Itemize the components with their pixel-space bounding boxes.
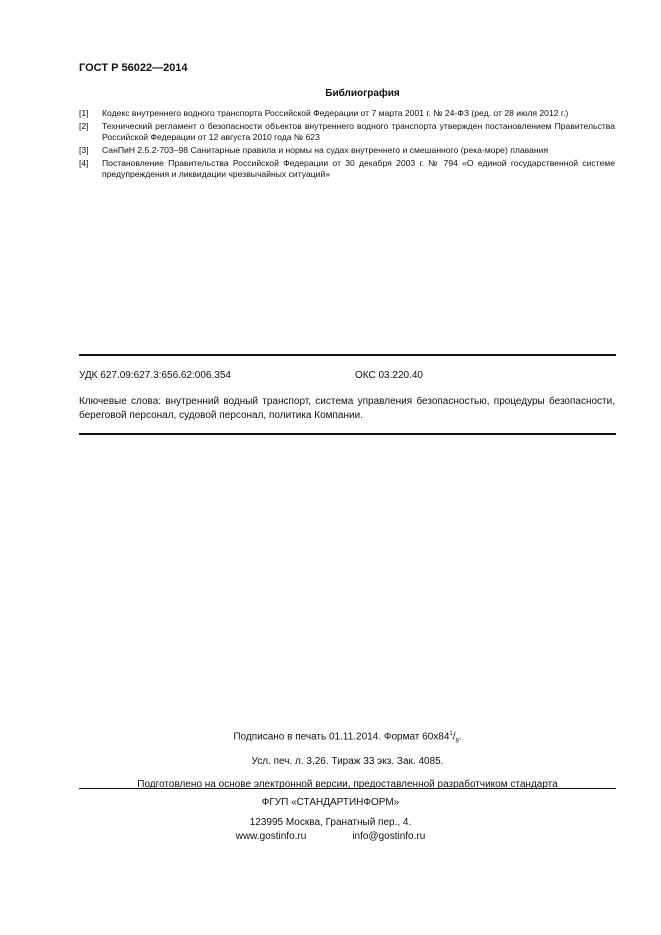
- publisher-email[interactable]: info@gostinfo.ru: [352, 831, 426, 842]
- publisher-name: ФГУП «СТАНДАРТИНФОРМ»: [261, 797, 400, 808]
- imprint-divider: [79, 788, 616, 789]
- bibliography-item-text: Постановление Правительства Российской Федерации от 30 декабря 2003 г. № 794 «О единой государственной системе предупреждения и ликвидации чрезвычайных ситуаций»: [102, 158, 615, 179]
- bibliography-title: [0, 88, 661, 99]
- bibliography-title-text: Библиография: [325, 88, 400, 99]
- bibliography-item-number: [1]: [79, 108, 89, 118]
- format-end: .: [458, 731, 462, 743]
- bibliography-item-text: Технический регламент о безопасности объектов внутреннего водного транспорта утвержден постановлением Правительства Российской Федерации от 12 августа 2010 года № 623: [102, 121, 615, 142]
- bibliography-list: [79, 108, 615, 182]
- publisher-website[interactable]: www.gostinfo.ru: [235, 831, 307, 842]
- publisher-contacts: [0, 831, 661, 842]
- publisher-block: [0, 797, 661, 845]
- keywords: Ключевые слова: внутренний водный транспорт, система управления безопасностью, процедуры безопасности, береговой персонал, судовой персонал, политика Компании.: [79, 396, 615, 421]
- bibliography-item-number: [3]: [79, 145, 89, 155]
- publisher-address: 123995 Москва, Гранатный пер., 4.: [249, 817, 412, 828]
- signed-text: Подписано в печать 01.11.2014. Формат 60x84: [233, 731, 450, 743]
- imprint-block: [79, 731, 616, 802]
- bibliography-item: [79, 145, 615, 156]
- bibliography-item: [79, 108, 615, 119]
- format-superscript: 1: [449, 731, 453, 737]
- print-info: Усл. печ. л. 3,26. Тираж 33 экз. Зак. 4085.: [251, 756, 444, 768]
- standard-number: ГОСТ Р 56022—2014: [79, 62, 188, 74]
- bottom-rule: [79, 433, 616, 435]
- prepared-note: Подготовлено на основе электронной версии, предоставленной разработчиком стандарта: [137, 779, 558, 791]
- oks-code: ОКС 03.220.40: [355, 370, 423, 381]
- format-subscript: 8: [455, 738, 459, 745]
- bibliography-item-text: Кодекс внутреннего водного транспорта Российской Федерации от 7 марта 2001 г. № 24-ФЗ (ред. от 28 июля 2012 г.): [102, 108, 569, 118]
- bibliography-item: [79, 121, 615, 143]
- udk-code: УДК 627.09:627.3:656.62:006.354: [79, 370, 231, 381]
- bibliography-item-number: [4]: [79, 158, 89, 168]
- bibliography-item: [79, 158, 615, 180]
- signed-line: Подписано в печать 01.11.2014. Формат $60x84^1/_8$.: [233, 731, 462, 745]
- bibliography-item-number: [2]: [79, 121, 89, 131]
- bibliography-item-text: СанПиН 2.5.2-703–98 Санитарные правила и нормы на судах внутреннего и смешанного (река-море) плавания: [102, 145, 549, 155]
- top-rule: [79, 354, 616, 356]
